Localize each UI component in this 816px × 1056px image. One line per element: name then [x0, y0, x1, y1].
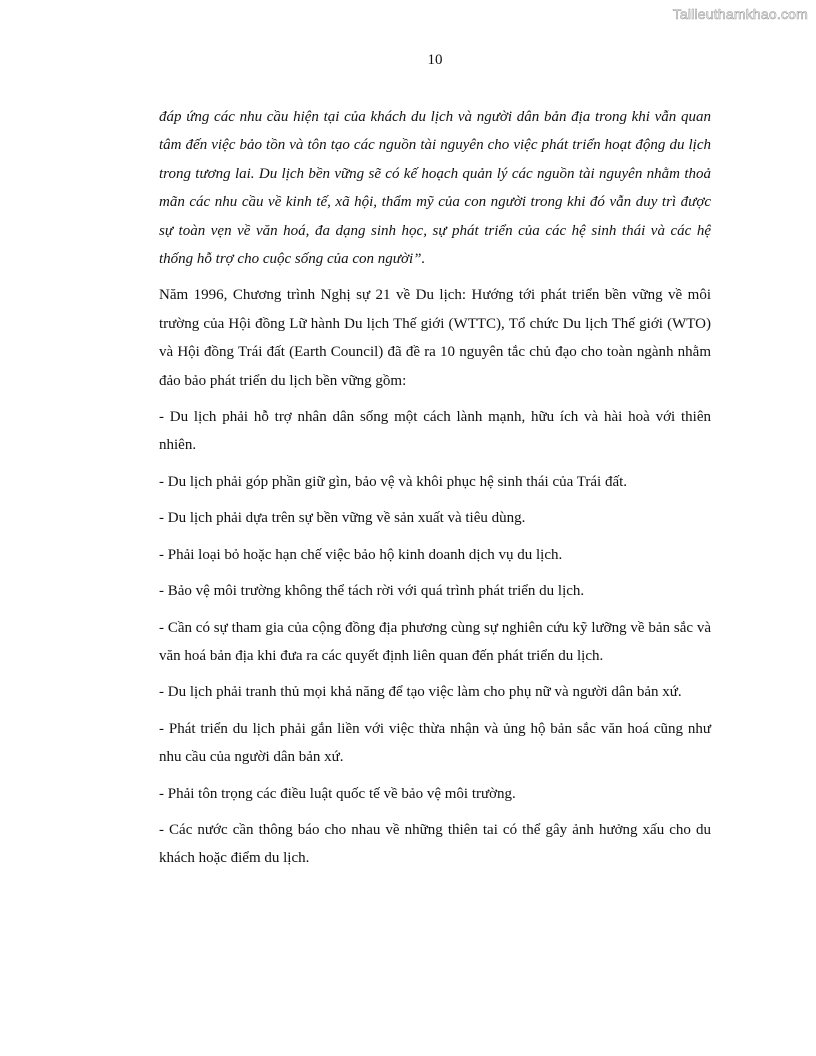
principle-5: - Bảo vệ môi trường không thể tách rời với quá trình phát triển du lịch. [159, 583, 585, 600]
principle-8: - Phát triển du lịch phải gắn liền với việc thừa nhận và ủng hộ bản sắc văn hoá cũng như nhu cầu của người dân bản xứ. [159, 720, 711, 766]
principle-9: - Phải tôn trọng các điều luật quốc tế về bảo vệ môi trường. [159, 785, 516, 802]
principle-4: - Phải loại bỏ hoặc hạn chế việc bảo hộ kinh doanh dịch vụ du lịch. [159, 546, 563, 563]
watermark-text: Tailieuthamkhao.com [672, 6, 808, 22]
principle-7: - Du lịch phải tranh thủ mọi khả năng để tạo việc làm cho phụ nữ và người dân bản xứ. [159, 684, 682, 701]
quote-paragraph: đáp ứng các nhu cầu hiện tại của khách du lịch và người dân bản địa trong khi vẫn quan tâm đến việc bảo tồn và tôn tạo các nguồn tài nguyên cho việc phát triển hoạt động du lịch trong tương lai. Du lịch bền vững sẽ có kế hoạch quản lý các nguồn tài nguyên nhằm thoả mãn các nhu cầu về kinh tế, xã hội, thẩm mỹ của con người trong khi đó vẫn duy trì được sự toàn vẹn về văn hoá, đa dạng sinh học, sự phát triển của các hệ sinh thái và các hệ thống hỗ trợ cho cuộc sống của con người”. [159, 109, 711, 268]
principle-1: - Du lịch phải hỗ trợ nhân dân sống một cách lành mạnh, hữu ích và hài hoà với thiên nhiên. [159, 409, 711, 454]
document-body [159, 103, 711, 881]
principle-3: - Du lịch phải dựa trên sự bền vững về sản xuất và tiêu dùng. [159, 510, 526, 527]
principle-2: - Du lịch phải góp phần giữ gìn, bảo vệ và khôi phục hệ sinh thái của Trái đất. [159, 473, 628, 490]
intro-paragraph: Năm 1996, Chương trình Nghị sự 21 về Du lịch: Hướng tới phát triển bền vững về môi trường của Hội đồng Lữ hành Du lịch Thế giới (WTTC), Tổ chức Du lịch Thế giới (WTO) và Hội đồng Trái đất (Earth Council) đã đề ra 10 nguyên tắc chủ đạo cho toàn ngành nhằm đảo bảo phát triển du lịch bền vững gồm: [159, 287, 711, 389]
page-number: 10 [427, 52, 443, 68]
principle-10: - Các nước cần thông báo cho nhau về những thiên tai có thể gây ảnh hưởng xấu cho du khách hoặc điểm du lịch. [159, 821, 711, 867]
principle-6: - Cần có sự tham gia của cộng đồng địa phương cùng sự nghiên cứu kỹ lưỡng về bản sắc và văn hoá bản địa khi đưa ra các quyết định liên quan đến phát triển du lịch. [159, 619, 711, 664]
